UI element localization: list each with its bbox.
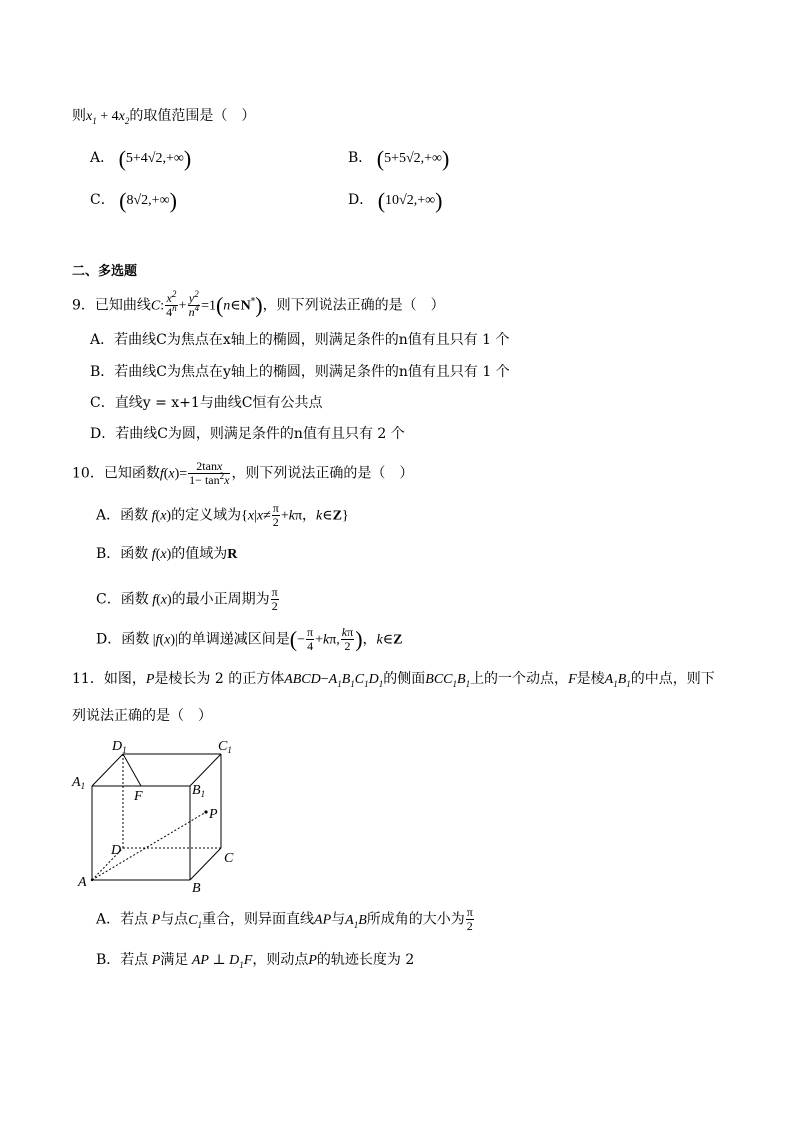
q10-frac: $\frac{2\tan x}{1- \tan^2x}$	[189, 459, 230, 487]
q9-option-c: C．直线y = x+1与曲线C恒有公共点	[90, 395, 323, 411]
q8-stem: 则$x_1 + 4x_2$的取值范围是（ ）	[72, 108, 256, 126]
label-D: D	[111, 843, 122, 858]
q9-option-a: A．若曲线C为焦点在x轴上的椭圆，则满足条件的n值有且只有 1 个	[90, 332, 510, 348]
q10-option-b: B．函数 f(x)的值域为R	[96, 546, 238, 562]
q8-option-c: C． (8√2,+∞)	[90, 187, 177, 213]
q11-stem-line2: 列说法正确的是（ ）	[72, 708, 212, 724]
label-C: C	[224, 851, 234, 866]
q10-stem: 10．已知函数f(x)= $\frac{2\tan x}{1- \tan^2x}$ ，则下列说法正确的是（ ）	[72, 459, 414, 487]
q8-option-b: B． (5+5√2,+∞)	[348, 145, 450, 171]
label-A: A	[78, 875, 87, 890]
label-B: B	[192, 881, 201, 894]
label-B1: $B_1$	[192, 783, 206, 799]
q9-option-b: B．若曲线C为焦点在y轴上的椭圆，则满足条件的n值有且只有 1 个	[90, 364, 510, 380]
q10-option-d: D．函数 |f(x)|的单调递减区间是(− $\frac{\pi}{4}$ +kπ, $\frac{k\pi}{2}$ )，k∈Z	[96, 625, 403, 653]
cube-figure	[70, 734, 250, 894]
q9-option-d: D．若曲线C为圆，则满足条件的n值有且只有 2 个	[90, 426, 405, 442]
q9-stem: 9．已知曲线C: $\frac{x^2}{4^n}$ + $\frac{y^2}{n^4}$ =1(n∈N*)，则下列说法正确的是（ ）	[72, 289, 445, 319]
q9-frac-x: $\frac{x^2}{4^n}$	[166, 289, 177, 319]
q11-option-a: A．若点 P与点$C_1$重合，则异面直线AP与$A_1B$所成角的大小为 $\frac{\pi}{2}$	[96, 905, 473, 933]
q8-expr: $x_1$	[86, 109, 97, 126]
section-title: 二、多选题	[72, 264, 138, 279]
q11-stem-line1: 11．如图，P是棱长为 2 的正方体$ABCD-A_1B_1C_1D_1$的侧面$BCC_1B_1$上的一个动点，F是棱$A_1B_1$的中点，则下	[72, 671, 715, 689]
label-P: P	[209, 807, 218, 822]
label-C1: $C_1$	[218, 739, 232, 755]
q10-option-c: C．函数 f(x)的最小正周期为 $\frac{\pi}{2}$	[96, 585, 278, 613]
q10-option-a: A．函数 f(x)的定义域为{x|x≠ $\frac{\pi}{2}$ +kπ，k∈Z}	[96, 501, 349, 529]
q8-option-d: D． (10√2,+∞)	[348, 187, 443, 213]
q11-option-b: B．若点 P满足 AP ⊥ $D_1F$，则动点P的轨迹长度为 2	[96, 952, 415, 970]
q8-option-c-value: (8√2,+∞)	[119, 187, 177, 213]
q9-frac-y: $\frac{y^2}{n^4}$	[188, 289, 200, 319]
q8-option-d-value: (10√2,+∞)	[377, 187, 443, 213]
label-D1: $D_1$	[112, 739, 127, 755]
q8-option-a: A． (5+4√2,+∞)	[90, 145, 192, 171]
q8-option-b-value: (5+5√2,+∞)	[376, 145, 450, 171]
q8-option-a-value: (5+4√2,+∞)	[118, 145, 192, 171]
label-A1: $A_1$	[72, 775, 86, 791]
label-F: F	[134, 789, 143, 804]
